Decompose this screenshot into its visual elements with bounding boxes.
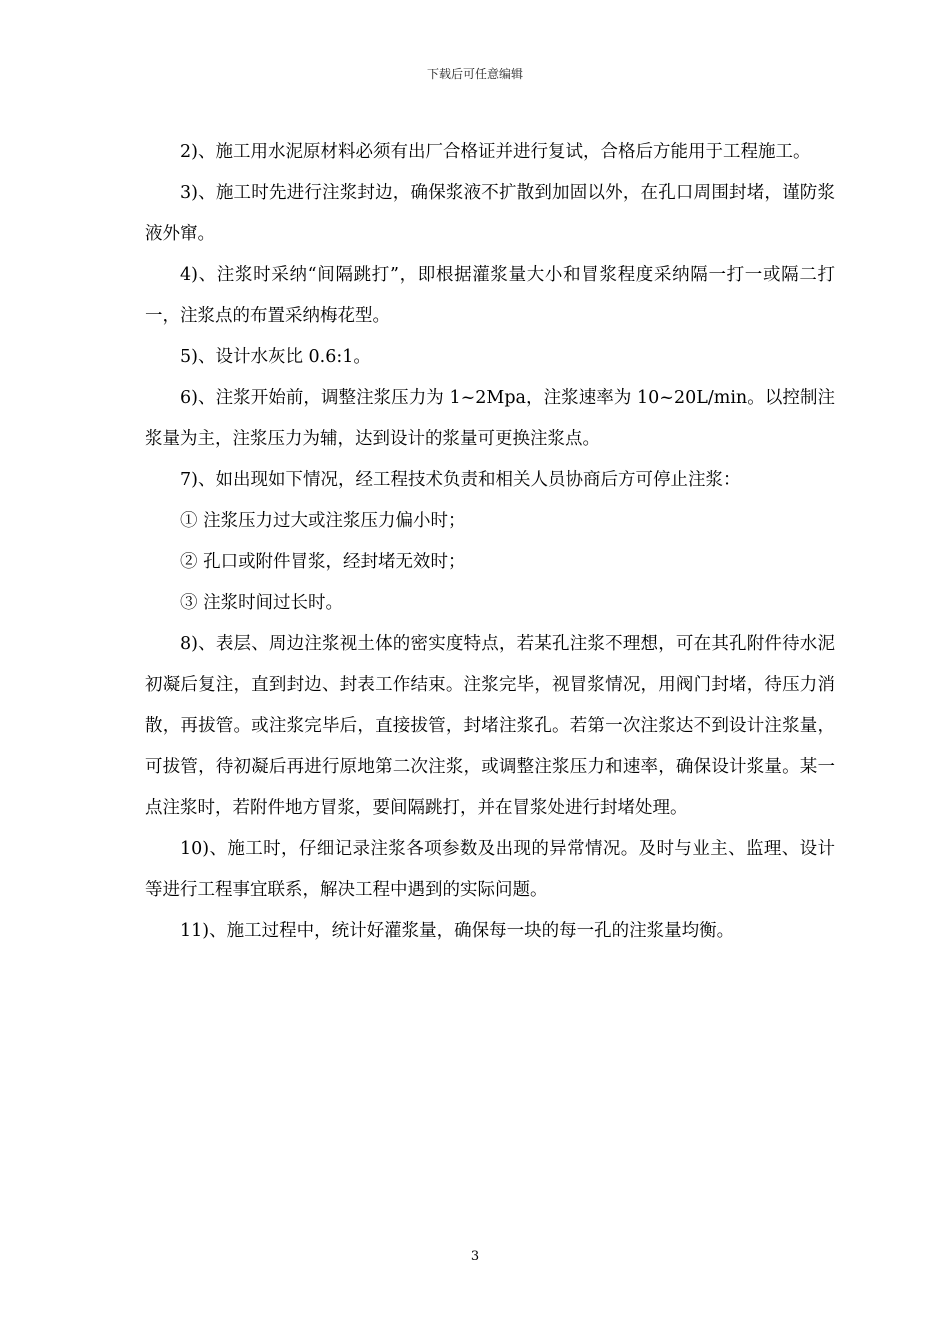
list-item-circled-1: ① 注浆压力过大或注浆压力偏小时； [180,511,466,531]
paragraph-item-10: 10)、施工时，仔细记录注浆各项参数及出现的异常情况。及时与业主、监理、设计等进行工程事宜联系，解决工程中遇到的实际问题。 [145,839,835,900]
page-number: 3 [470,1249,480,1264]
paragraph-item-5: 5)、设计水灰比 0.6:1。 [180,347,371,367]
list-item-circled-3: ③ 注浆时间过长时。 [180,593,344,613]
list-item-circled-2: ② 孔口或附件冒浆，经封堵无效时； [180,552,466,572]
paragraph-item-2: 2)、施工用水泥原材料必须有出厂合格证并进行复试，合格后方能用于工程施工。 [180,142,811,162]
paragraph-item-11: 11)、施工过程中，统计好灌浆量，确保每一块的每一孔的注浆量均衡。 [180,921,735,941]
paragraph-item-7: 7)、如出现如下情况，经工程技术负责和相关人员协商后方可停止注浆： [180,470,741,490]
document-body [145,132,835,952]
paragraph-item-8: 8)、表层、周边注浆视土体的密实度特点，若某孔注浆不理想，可在其孔附件待水泥初凝后复注，直到封边、封表工作结束。注浆完毕，视冒浆情况，用阀门封堵，待压力消散，再拔管。或注浆完毕后，直接拔管，封堵注浆孔。若第一次注浆达不到设计注浆量，可拔管，待初凝后再进行原地第二次注浆，或调整注浆压力和速率，确保设计浆量。某一点注浆时，若附件地方冒浆，要间隔跳打，并在冒浆处进行封堵处理。 [145,634,835,818]
paragraph-item-3: 3)、施工时先进行注浆封边，确保浆液不扩散到加固以外，在孔口周围封堵，谨防浆液外窜。 [145,183,835,244]
paragraph-item-4: 4)、注浆时采纳“间隔跳打”，即根据灌浆量大小和冒浆程度采纳隔一打一或隔二打一，注浆点的布置采纳梅花型。 [145,265,835,326]
paragraph-item-6: 6)、注浆开始前，调整注浆压力为 1~2Mpa，注浆速率为 10~20L/min。以控制注浆量为主，注浆压力为辅，达到设计的浆量可更换注浆点。 [145,388,835,449]
page-header: 下载后可任意编辑 [426,67,523,81]
